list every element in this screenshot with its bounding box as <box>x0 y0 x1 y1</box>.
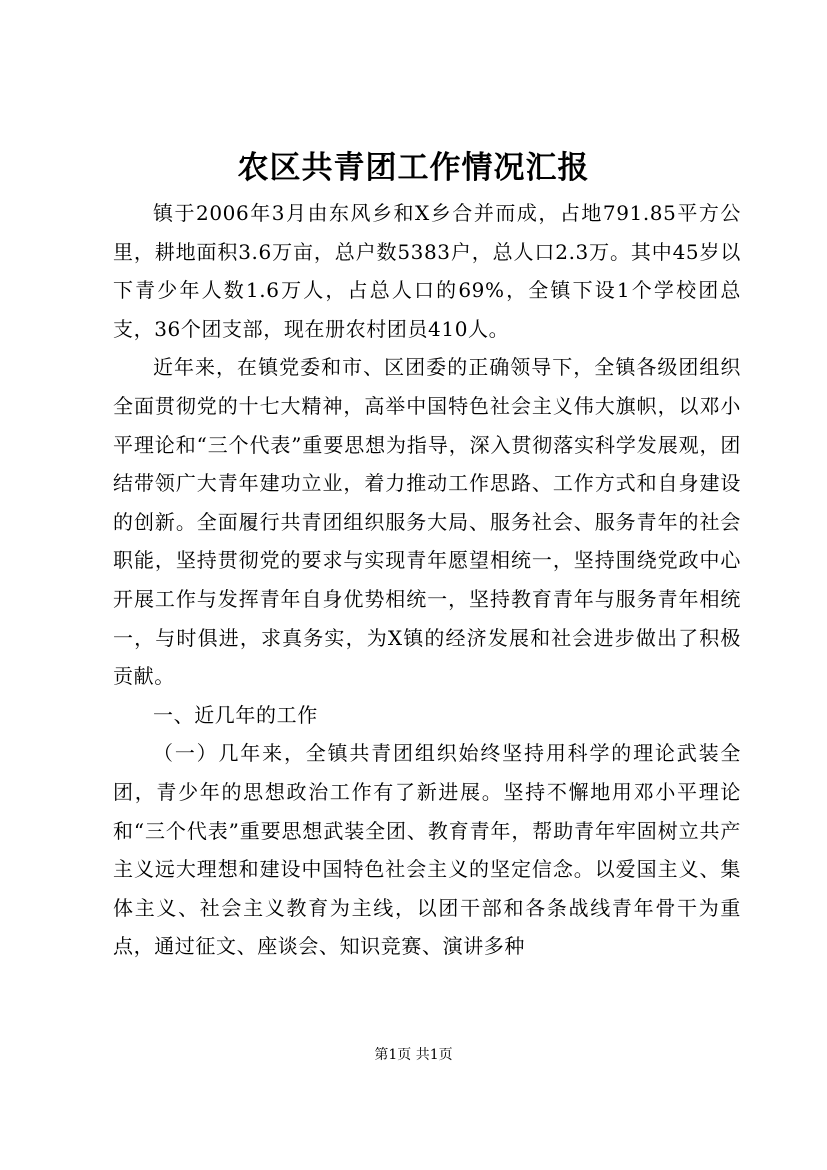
document-body <box>113 194 741 966</box>
document-title: 农区共青团工作情况汇报 <box>237 150 590 186</box>
paragraph-overview: 镇于2006年3月由东风乡和X乡合并而成，占地791.85平方公里，耕地面积3.6万亩，总户数5383户，总人口2.3万。其中45岁以下青少年人数1.6万人，占总人口的69%，全镇下设1个学校团总支，36个团支部，现在册农村团员410人。 <box>113 201 741 341</box>
paragraph-recent-years: 近年来，在镇党委和市、区团委的正确领导下，全镇各级团组织全面贯彻党的十七大精神，高举中国特色社会主义伟大旗帜，以邓小平理论和“三个代表”重要思想为指导，深入贯彻落实科学发展观，团结带领广大青年建功立业，着力推动工作思路、工作方式和自身建设的创新。全面履行共青团组织服务大局、服务社会、服务青年的社会职能，坚持贯彻党的要求与实现青年愿望相统一，坚持围绕党政中心开展工作与发挥青年自身优势相统一，坚持教育青年与服务青年相统一，与时俱进，求真务实，为X镇的经济发展和社会进步做出了积极贡献。 <box>113 355 741 689</box>
page-footer: 第1页 共1页 <box>374 1047 453 1063</box>
paragraph-item-one: （一）几年来，全镇共青团组织始终坚持用科学的理论武装全团，青少年的思想政治工作有了新进展。坚持不懈地用邓小平理论和“三个代表”重要思想武装全团、教育青年，帮助青年牢固树立共产主义远大理想和建设中国特色社会主义的坚定信念。以爱国主义、集体主义、社会主义教育为主线，以团干部和各条战线青年骨干为重点，通过征文、座谈会、知识竞赛、演讲多种 <box>113 741 741 959</box>
section-heading-recent-work: 一、近几年的工作 <box>153 702 318 727</box>
